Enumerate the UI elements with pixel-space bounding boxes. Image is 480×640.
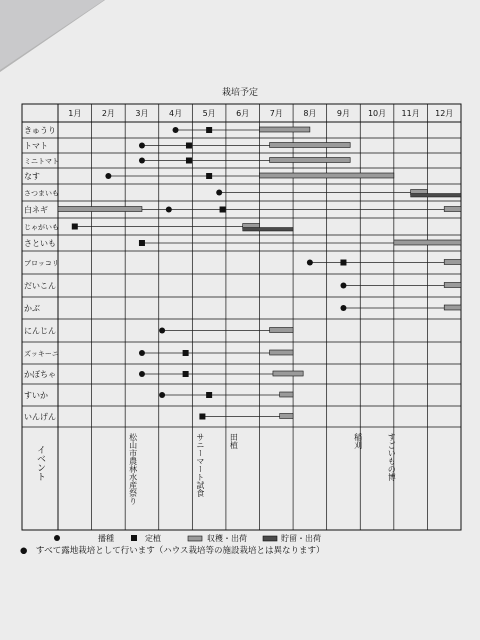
crop-name: きゅうり bbox=[24, 126, 56, 135]
sowing-dot bbox=[105, 173, 111, 179]
month-header: 11月 bbox=[401, 109, 420, 118]
sowing-dot bbox=[159, 328, 165, 334]
month-header: 8月 bbox=[303, 109, 317, 118]
crop-name: じゃがいも bbox=[24, 223, 59, 232]
harvest-bar bbox=[270, 350, 294, 355]
event-label: すごいもの博 bbox=[387, 433, 397, 481]
storage-bar bbox=[411, 194, 461, 198]
month-header: 2月 bbox=[101, 109, 115, 118]
sowing-dot bbox=[139, 158, 145, 164]
event-label: 稲刈 bbox=[353, 433, 363, 449]
planting-square bbox=[199, 414, 205, 420]
month-header: 10月 bbox=[367, 109, 387, 118]
harvest-bar bbox=[444, 305, 461, 310]
planting-square bbox=[186, 158, 192, 164]
crop-name: 白ネギ bbox=[24, 205, 48, 215]
crop-name: だいこん bbox=[24, 281, 56, 291]
harvest-bar bbox=[444, 207, 461, 212]
crop-name: かぶ bbox=[24, 304, 40, 313]
harvest-bar bbox=[270, 328, 294, 333]
legend-store-label: 貯留・出荷 bbox=[281, 534, 321, 543]
harvest-bar bbox=[444, 260, 461, 265]
event-label: サニーマート試食 bbox=[195, 433, 205, 497]
crop-name: かぼちゃ bbox=[24, 370, 56, 379]
legend-store-icon bbox=[263, 536, 277, 541]
storage-bar bbox=[243, 228, 293, 232]
sowing-dot bbox=[307, 260, 313, 266]
harvest-bar bbox=[394, 240, 461, 245]
sowing-dot bbox=[159, 392, 165, 398]
planting-square bbox=[72, 224, 78, 230]
event-label: 田植 bbox=[229, 433, 239, 449]
legend-sow-icon bbox=[54, 535, 60, 541]
harvest-bar bbox=[273, 371, 303, 376]
sowing-dot bbox=[139, 143, 145, 149]
legend-plant-icon bbox=[131, 535, 137, 541]
page-title: 栽培予定 bbox=[221, 88, 259, 98]
harvest-bar bbox=[270, 158, 351, 163]
legend-harvest-icon bbox=[188, 536, 202, 541]
month-header: 6月 bbox=[236, 109, 250, 118]
footnote: ● すべて露地栽培として行います（ハウス栽培等の施設栽培とは異なります） bbox=[20, 546, 325, 556]
crop-name: なす bbox=[24, 172, 40, 181]
crop-name: ズッキーニ bbox=[24, 350, 59, 358]
crop-name: すいか bbox=[24, 391, 48, 400]
month-header: 12月 bbox=[435, 109, 454, 118]
harvest-bar bbox=[280, 392, 293, 397]
month-header: 5月 bbox=[202, 109, 216, 118]
harvest-bar bbox=[280, 414, 293, 419]
planting-square bbox=[186, 143, 192, 149]
crop-name: にんじん bbox=[24, 326, 56, 336]
month-header: 3月 bbox=[135, 109, 149, 118]
month-header: 9月 bbox=[336, 109, 351, 118]
sowing-dot bbox=[340, 305, 346, 311]
legend-plant-label: 定植 bbox=[145, 534, 161, 543]
event-row-label: イベント bbox=[35, 445, 45, 481]
harvest-bar bbox=[270, 143, 351, 148]
crop-name: さといも bbox=[24, 239, 56, 248]
crop-name: いんげん bbox=[24, 412, 56, 422]
sowing-dot bbox=[166, 207, 172, 213]
crop-name: ブロッコリ bbox=[24, 259, 59, 268]
harvest-bar bbox=[260, 127, 310, 132]
sowing-dot bbox=[216, 190, 222, 196]
harvest-bar bbox=[444, 283, 461, 288]
planting-square bbox=[206, 173, 212, 179]
planting-square bbox=[139, 240, 145, 246]
legend-harvest-label: 収穫・出荷 bbox=[207, 534, 247, 543]
harvest-bar bbox=[260, 173, 394, 178]
crop-name: トマト bbox=[24, 141, 48, 151]
sowing-dot bbox=[340, 283, 346, 289]
planting-square bbox=[206, 127, 212, 133]
legend-sow-label: 播種 bbox=[98, 534, 114, 543]
event-label: 松山市農林水産祭り bbox=[128, 433, 138, 505]
sowing-dot bbox=[173, 127, 179, 133]
month-header: 4月 bbox=[168, 109, 183, 118]
crop-name: さつまいも bbox=[24, 189, 59, 198]
planting-square bbox=[220, 207, 226, 213]
month-header: 1月 bbox=[68, 109, 82, 118]
planting-square bbox=[183, 350, 189, 356]
planting-square bbox=[206, 392, 212, 398]
planting-square bbox=[183, 371, 189, 377]
sowing-dot bbox=[139, 371, 145, 377]
month-header: 7月 bbox=[269, 109, 283, 118]
harvest-bar bbox=[58, 207, 142, 212]
sowing-dot bbox=[139, 350, 145, 356]
crop-name: ミニトマト bbox=[24, 157, 59, 166]
planting-square bbox=[340, 260, 346, 266]
